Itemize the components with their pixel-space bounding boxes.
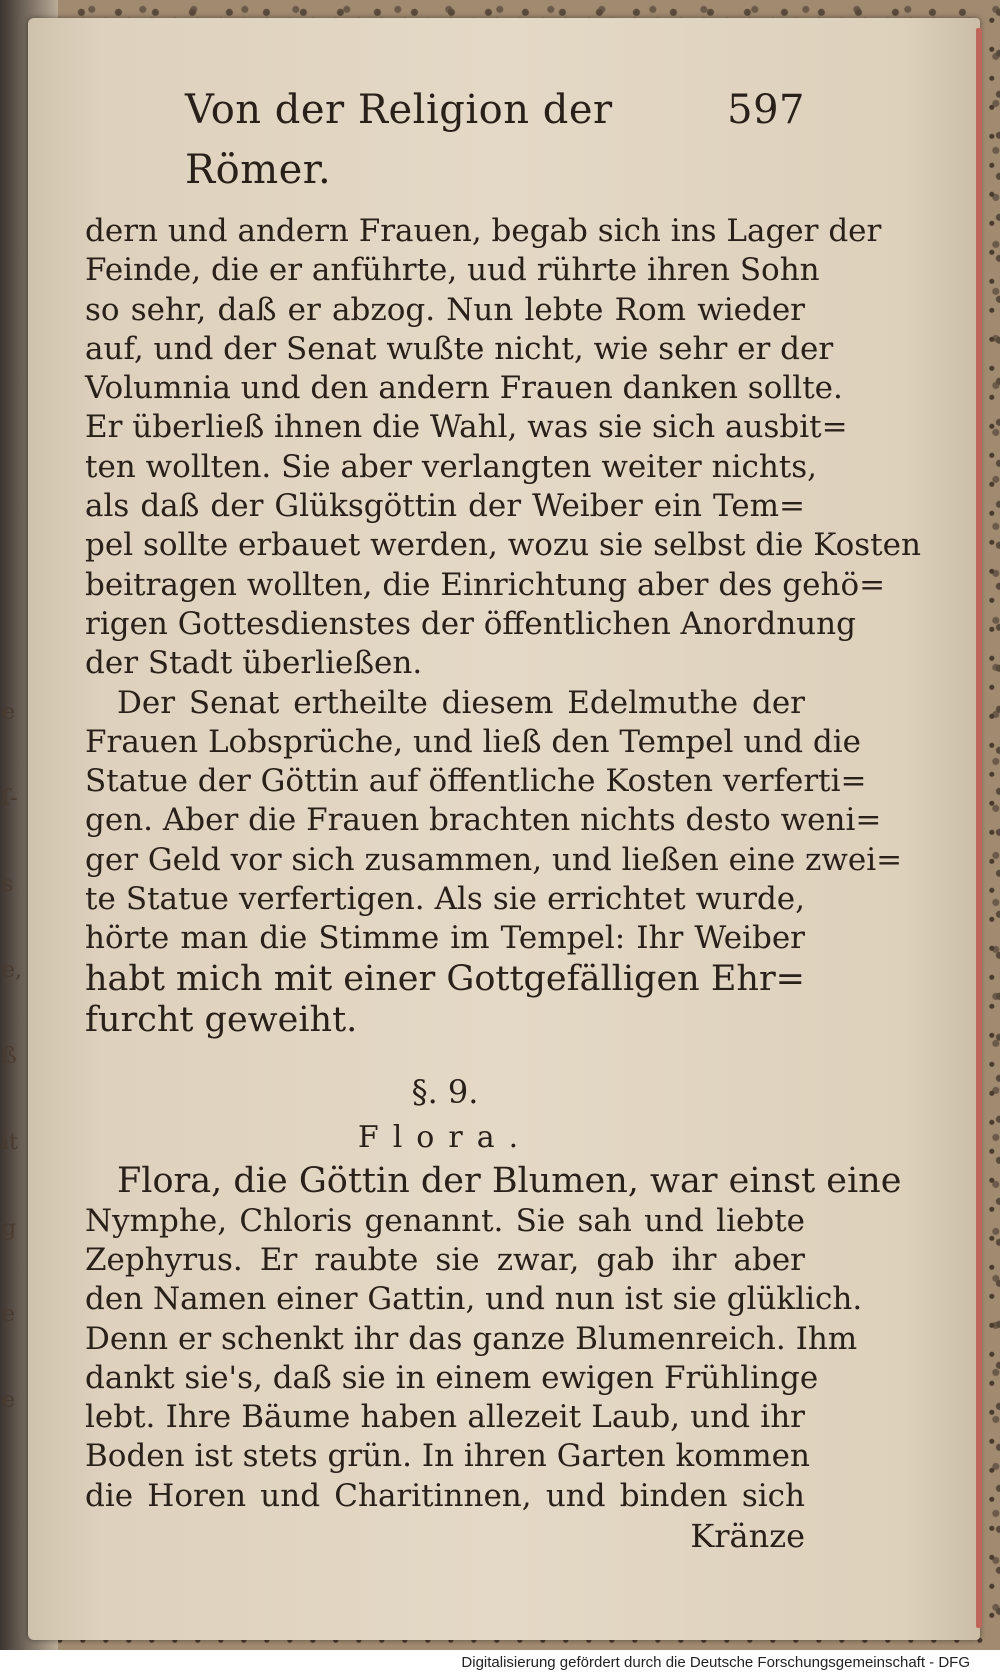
page-text	[85, 80, 921, 1556]
text-line: Volumnia und den andern Frauen danken sollte.	[85, 370, 843, 407]
text-line: Frauen Lobsprüche, und ließ den Tempel und die	[85, 723, 862, 760]
page-red-edge	[976, 28, 982, 1628]
text-line: Boden ist stets grün. In ihren Garten kommen	[85, 1438, 810, 1475]
text-line: Der Senat ertheilte diesem Edelmuthe der	[117, 684, 805, 721]
text-line: Er überließ ihnen die Wahl, was sie sich ausbit=	[85, 409, 848, 446]
text-line: Nymphe, Chloris genannt. Sie sah und liebte	[85, 1202, 805, 1239]
section-number: §. 9.	[411, 1072, 479, 1111]
text-line: der Stadt überließen.	[85, 645, 423, 682]
footer-credit: Digitalisierung gefördert durch die Deutsche Forschungsgemeinschaft - DFG	[461, 1654, 970, 1671]
paragraph-3	[85, 1160, 902, 1516]
text-line: furcht geweiht.	[85, 999, 358, 1040]
text-line: pel sollte erbauet werden, wozu sie selbst die Kosten	[85, 527, 921, 564]
text-line: dankt sie's, daß sie in einem ewigen Frühlinge	[85, 1359, 819, 1396]
text-line: te Statue verfertigen. Als sie errichtet wurde,	[85, 881, 805, 918]
text-line: gen. Aber die Frauen brachten nichts desto weni=	[85, 802, 882, 839]
left-margin-fragments: e ſ- s e, ß it g e e	[2, 700, 23, 1413]
paragraph-1	[85, 212, 921, 684]
text-line: auf, und der Senat wußte nicht, wie sehr er der	[85, 330, 834, 367]
text-line: ger Geld vor sich zusammen, und ließen eine zwei=	[85, 841, 903, 878]
text-line: Statue der Göttin auf öffentliche Kosten verferti=	[85, 763, 867, 800]
catchword: Kränze	[690, 1517, 805, 1556]
running-header	[85, 80, 805, 200]
text-line: lebt. Ihre Bäume haben allezeit Laub, und ihr	[85, 1399, 805, 1436]
text-line: Flora, die Göttin der Blumen, war einst eine	[117, 1160, 902, 1201]
running-title: Von der Religion der Römer.	[185, 87, 613, 193]
section-title: Flora.	[357, 1119, 533, 1155]
text-line: beitragen wollten, die Einrichtung aber des gehö=	[85, 566, 886, 603]
text-line: habt mich mit einer Gottgefälligen Ehr=	[85, 958, 805, 999]
text-line: so sehr, daß er abzog. Nun lebte Rom wieder	[85, 291, 805, 328]
text-line: rigen Gottesdienstes der öffentlichen Anordnung	[85, 605, 856, 642]
text-line: Zephyrus. Er raubte sie zwar, gab ihr aber	[85, 1241, 805, 1278]
text-line: Denn er schenkt ihr das ganze Blumenreich. Ihm	[85, 1320, 858, 1357]
text-line: die Horen und Charitinnen, und binden sich	[85, 1477, 805, 1514]
text-line: Feinde, die er anführte, uud rührte ihren Sohn	[85, 252, 820, 289]
text-line: den Namen einer Gattin, und nun ist sie glüklich.	[85, 1281, 863, 1318]
text-line: dern und andern Frauen, begab sich ins Lager der	[85, 213, 882, 249]
digitization-footer	[0, 1650, 1000, 1676]
text-line: als daß der Glüksgöttin der Weiber ein Tem=	[85, 488, 805, 525]
text-line: hörte man die Stimme im Tempel: Ihr Weiber	[85, 920, 805, 957]
page-number: 597	[727, 87, 805, 133]
text-line: ten wollten. Sie aber verlangten weiter nichts,	[85, 448, 818, 485]
paragraph-2	[85, 684, 903, 1041]
